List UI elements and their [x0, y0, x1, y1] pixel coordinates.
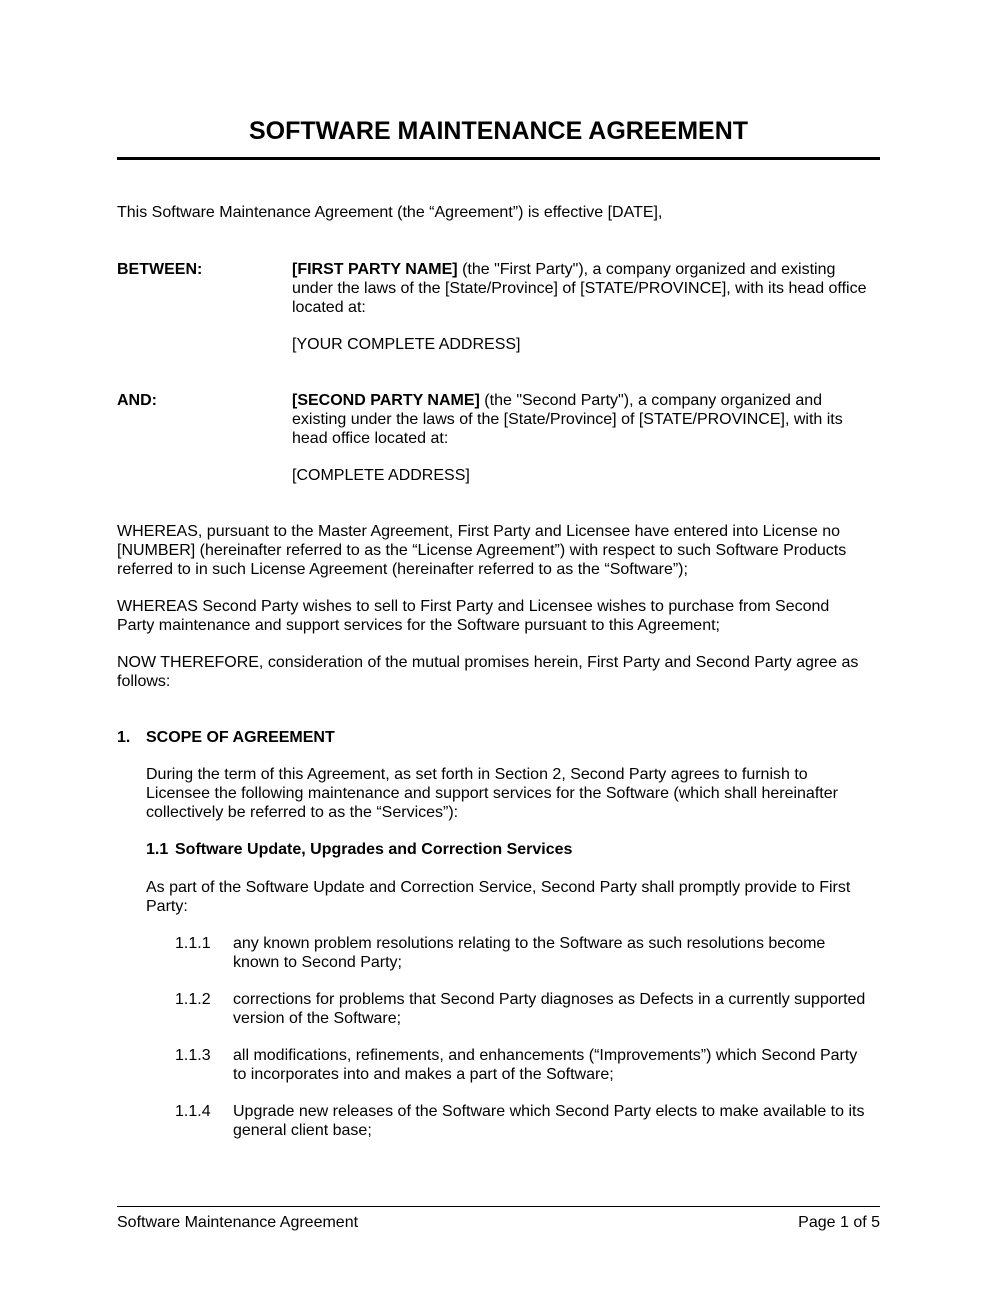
list-item — [233, 1046, 883, 1084]
whereas-2-line-1: WHEREAS Second Party wishes to sell to First Party and Licensee wishes to purchase from Second — [117, 598, 830, 615]
item-line-2: known to Second Party; — [233, 954, 402, 971]
item-line-1: corrections for problems that Second Party diagnoses as Defects in a currently supported — [233, 991, 866, 1008]
item-line-2: general client base; — [233, 1122, 372, 1139]
subsection-body-line-1: As part of the Software Update and Correction Service, Second Party shall promptly provide to First — [146, 879, 851, 896]
second-party-line1 — [292, 391, 884, 410]
between-label: BETWEEN: — [117, 261, 203, 278]
item-line-1: all modifications, refinements, and enhancements (“Improvements”) which Second Party — [233, 1047, 858, 1064]
section-1-body-line-2: Licensee the following maintenance and support services for the Software (which shall hereinafter — [146, 785, 838, 802]
section-1-body-line-3: collectively be referred to as the “Services”): — [146, 804, 459, 821]
footer-divider — [117, 1206, 880, 1207]
list-item — [233, 1102, 883, 1140]
first-party-address: [YOUR COMPLETE ADDRESS] — [292, 336, 521, 353]
second-party-desc-1: (the "Second Party"), a company organized and — [479, 392, 823, 409]
whereas-paragraph-2 — [117, 597, 882, 635]
list-item — [233, 990, 883, 1028]
subsection-1-1-title: Software Update, Upgrades and Correction Services — [175, 841, 573, 858]
item-number: 1.1.4 — [175, 1103, 211, 1120]
first-party-desc-1: (the "First Party"), a company organized and existing — [457, 261, 836, 278]
intro-paragraph: This Software Maintenance Agreement (the “Agreement”) is effective [DATE], — [117, 204, 663, 221]
second-party-name: [SECOND PARTY NAME] — [292, 392, 480, 409]
section-1-number: 1. — [117, 729, 131, 746]
second-party-block — [292, 391, 884, 448]
subsection-body-line-2: Party: — [146, 898, 188, 915]
second-party-desc-3: head office located at: — [292, 430, 449, 447]
item-number: 1.1.3 — [175, 1047, 211, 1064]
and-label: AND: — [117, 392, 157, 409]
subsection-1-1-number: 1.1 — [146, 841, 169, 858]
section-1-body-line-1: During the term of this Agreement, as set forth in Section 2, Second Party agrees to furnish to — [146, 766, 808, 783]
item-line-2: to incorporates into and makes a part of the Software; — [233, 1066, 614, 1083]
second-party-address: [COMPLETE ADDRESS] — [292, 467, 470, 484]
section-1-title: SCOPE OF AGREEMENT — [146, 729, 335, 746]
list-item — [233, 934, 883, 972]
second-party-desc-2: existing under the laws of the [State/Province] of [STATE/PROVINCE], with its — [292, 411, 843, 428]
now-therefore-paragraph — [117, 653, 882, 691]
now-therefore-line-1: NOW THEREFORE, consideration of the mutual promises herein, First Party and Second Party agree as — [117, 654, 859, 671]
item-line-2: version of the Software; — [233, 1010, 402, 1027]
item-number: 1.1.2 — [175, 991, 211, 1008]
first-party-block — [292, 260, 884, 317]
now-therefore-line-2: follows: — [117, 673, 171, 690]
first-party-desc-2: under the laws of the [State/Province] of [STATE/PROVINCE], with its head office — [292, 280, 867, 297]
section-1-body — [146, 765, 882, 822]
whereas-2-line-2: Party maintenance and support services for the Software pursuant to this Agreement; — [117, 617, 720, 634]
first-party-line1 — [292, 260, 884, 279]
first-party-name: [FIRST PARTY NAME] — [292, 261, 458, 278]
subsection-1-1-body — [146, 878, 882, 916]
footer-page-number: Page 1 of 5 — [798, 1214, 880, 1231]
document-title: SOFTWARE MAINTENANCE AGREEMENT — [248, 117, 749, 145]
footer-document-name: Software Maintenance Agreement — [117, 1214, 359, 1231]
item-line-1: Upgrade new releases of the Software which Second Party elects to make available to its — [233, 1103, 865, 1120]
whereas-1-line-1: WHEREAS, pursuant to the Master Agreement, First Party and Licensee have entered into License no — [117, 523, 841, 540]
whereas-1-line-2: [NUMBER] (hereinafter referred to as the “License Agreement”) with respect to such Software Products — [117, 542, 847, 559]
title-divider — [117, 157, 880, 160]
whereas-paragraph-1 — [117, 522, 882, 579]
item-number: 1.1.1 — [175, 935, 211, 952]
item-line-1: any known problem resolutions relating to the Software as such resolutions become — [233, 935, 826, 952]
first-party-desc-3: located at: — [292, 299, 366, 316]
whereas-1-line-3: referred to in such License Agreement (hereinafter referred to as the “Software”); — [117, 561, 688, 578]
